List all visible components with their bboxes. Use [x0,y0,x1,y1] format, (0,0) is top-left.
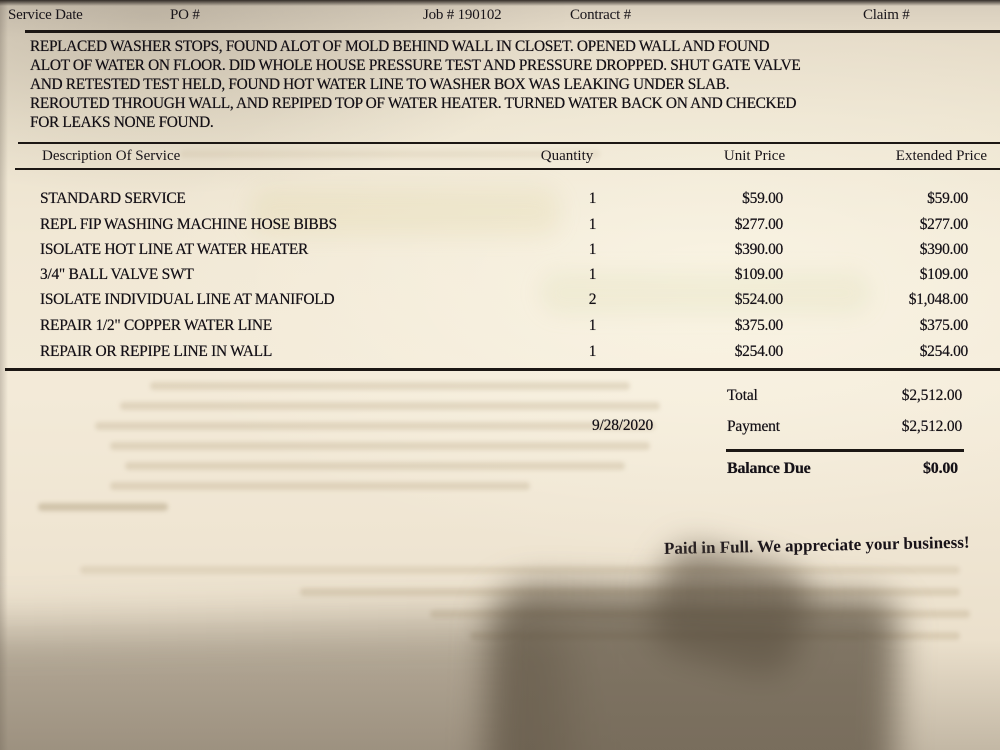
col-unit-price: Unit Price [723,148,786,164]
header-divider [25,30,1000,33]
item-extended-price: $390.00 [919,241,968,258]
bleed-through-line [125,462,625,470]
description-line: FOR LEAKS NONE FOUND. [30,114,214,131]
table-bottom-divider [5,368,1000,371]
service-date-label: Service Date [8,7,83,23]
contract-number-label: Contract # [570,7,631,23]
item-unit-price: $524.00 [734,291,783,308]
bleed-through-line [110,482,530,490]
bleed-through-line [110,442,650,450]
payment-label: Payment [727,418,780,435]
item-description: ISOLATE INDIVIDUAL LINE AT MANIFOLD [40,291,335,308]
item-extended-price: $1,048.00 [908,291,968,308]
job-number-label: Job # 190102 [423,7,502,23]
claim-number-label: Claim # [863,7,910,23]
table-top-divider [18,142,1000,144]
col-extended-price: Extended Price [895,148,987,164]
item-quantity: 1 [588,216,597,233]
total-value: $2,512.00 [901,387,962,404]
item-quantity: 1 [588,317,597,334]
item-description: STANDARD SERVICE [40,190,186,207]
item-description: ISOLATE HOT LINE AT WATER HEATER [40,241,309,258]
item-unit-price: $277.00 [734,216,783,233]
table-row [40,317,968,337]
item-extended-price: $59.00 [927,190,968,207]
description-line: ALOT OF WATER ON FLOOR. DID WHOLE HOUSE PRESSURE TEST AND PRESSURE DROPPED. SHUT GATE VALVE [30,57,801,74]
table-row [40,266,968,286]
bleed-through-line [120,402,660,410]
item-description: 3/4" BALL VALVE SWT [40,266,194,283]
col-description: Description Of Service [42,148,181,164]
col-quantity: Quantity [540,148,594,164]
bleed-through-line [95,422,655,430]
table-row [40,291,968,311]
item-quantity: 2 [588,291,597,308]
item-unit-price: $390.00 [734,241,783,258]
item-unit-price: $375.00 [734,317,783,334]
paid-in-full-message: Paid in Full. We appreciate your business! [663,532,970,558]
item-extended-price: $109.00 [919,266,968,283]
bottom-shadow-gradient [0,640,1000,750]
item-unit-price: $254.00 [734,343,783,360]
payment-value: $2,512.00 [901,418,962,435]
table-row [40,216,968,236]
po-number-label: PO # [170,7,200,23]
item-description: REPAIR 1/2" COPPER WATER LINE [40,317,272,334]
item-description: REPAIR OR REPIPE LINE IN WALL [40,343,272,360]
description-line: REPLACED WASHER STOPS, FOUND ALOT OF MOLD BEHIND WALL IN CLOSET. OPENED WALL AND FOUND [30,38,770,55]
balance-divider [726,449,964,452]
item-unit-price: $109.00 [734,266,783,283]
item-quantity: 1 [588,241,597,258]
bleed-through-line [150,382,630,390]
table-row [40,241,968,261]
item-quantity: 1 [588,190,597,207]
table-row [40,190,968,210]
bleed-through-line [80,566,960,574]
description-line: REROUTED THROUGH WALL, AND REPIPED TOP OF WATER HEATER. TURNED WATER BACK ON AND CHECKED [30,95,797,112]
table-header-divider [15,168,1000,170]
item-quantity: 1 [588,266,597,283]
photo-top-edge [0,0,1000,6]
balance-due-value: $0.00 [922,460,958,477]
description-line: AND RETESTED TEST HELD, FOUND HOT WATER LINE TO WASHER BOX WAS LEAKING UNDER SLAB. [30,76,730,93]
item-description: REPL FIP WASHING MACHINE HOSE BIBBS [40,216,337,233]
balance-due-label: Balance Due [727,460,811,477]
table-row [40,343,968,363]
item-quantity: 1 [588,343,597,360]
bleed-through-line [38,503,168,511]
item-extended-price: $254.00 [919,343,968,360]
payment-date: 9/28/2020 [592,417,654,434]
item-extended-price: $375.00 [919,317,968,334]
item-unit-price: $59.00 [742,190,783,207]
total-label: Total [727,387,758,404]
item-extended-price: $277.00 [919,216,968,233]
